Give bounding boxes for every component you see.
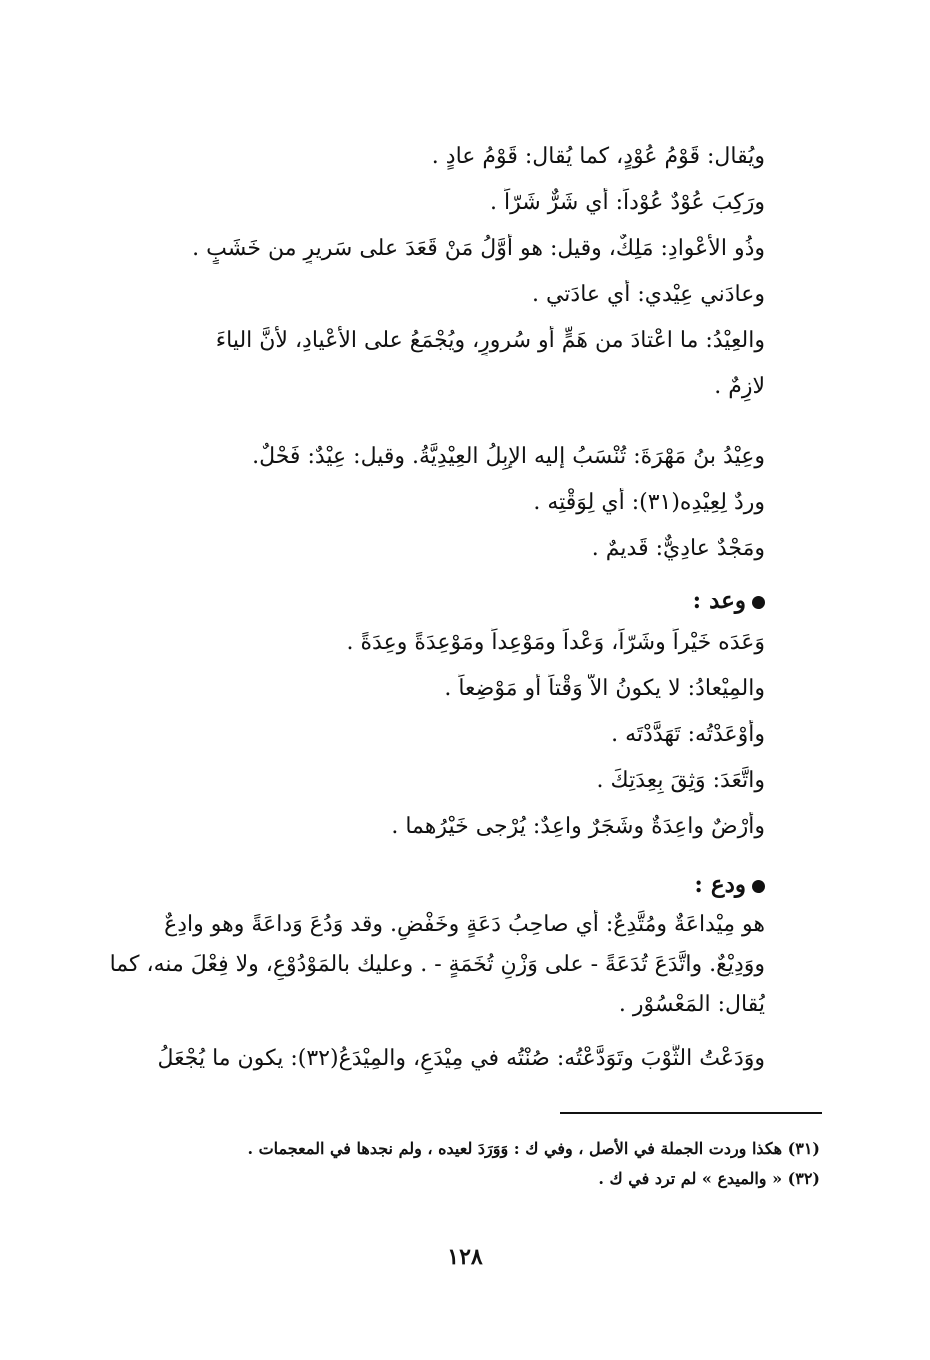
footnote: (٣٢) « والميدع » لم ترد في ك .	[598, 1169, 820, 1188]
entry-line: وأرْضٌ واعِدَةٌ وشَجَرٌ واعِدٌ: يُرْجى خَيْرُهما .	[391, 814, 765, 839]
entry-line: يُقال: المَعْسُوْر .	[618, 992, 765, 1017]
bullet-icon	[752, 880, 765, 893]
entry-line: والعِيْدُ: ما اعْتادَ من هَمٍّ أو سُرورٍ، ويُجْمَعُ على الأعْيادِ، لأنَّ الياءَ	[215, 328, 765, 353]
footnotes	[150, 1134, 820, 1194]
section-heading-text: ودع :	[694, 871, 746, 898]
entry-line: ومَجْدٌ عادِيٌّ: قَديمٌ .	[591, 536, 765, 561]
entry-line: واتَّعَدَ: وَثِقَ بِعِدَتِكَ .	[596, 768, 765, 793]
entry-line: وَعَدَه خَيْراً وشَرّاً، وَعْداً ومَوْعِداً ومَوْعِدَةً وعِدَةً .	[346, 630, 765, 655]
entry-line: وردٌ لِعِيْدِه(٣١): أي لِوَقْتِه .	[533, 490, 765, 515]
entry-line: وأوْعَدْتُه: تَهَدَّدْتَه .	[611, 722, 765, 747]
section-wada	[95, 870, 765, 1074]
section-heading	[95, 870, 765, 900]
entry-line: وعِيْدُ بنُ مَهْرَةَ: تُنْسَبُ إليه الإبِلُ العِيْدِيَّةُ. وقيل: عِيْدٌ: فَحْلٌ.	[252, 444, 765, 469]
section-heading	[95, 586, 765, 616]
entry-line: ووَدِيْعٌ. واتَّدَعَ تُدَعَةً - على وَزْنِ تُخَمَةٍ - . وعليك بالمَوْدُوْعِ، ولا فِعْلَ منه، كما	[109, 952, 765, 977]
section-wad	[95, 586, 765, 842]
entry-line: ويُقال: قَوْمُ عُوْدٍ، كما يُقال: قَوْمُ عادٍ .	[431, 144, 765, 169]
entry-line: وذُو الأَعْوادِ: مَلِكٌ، وقيل: هو أوَّلُ مَنْ قَعَدَ على سَريرٍ من خَشَبٍ .	[192, 236, 765, 261]
entries-aud	[95, 142, 765, 564]
entry-line: لازِمٌ .	[714, 374, 765, 399]
entry-line: ورَكِبَ عُوْدٌ عُوْداً: أي شَرٌّ شَرّاً .	[490, 190, 765, 215]
bullet-icon	[752, 596, 765, 609]
entry-line: هو مِيْداعَةٌ ومُتَّدِعٌ: أي صاحِبُ دَعَةٍ وخَفْضٍ. وقد وَدُعَ وَداعَةً وهو وادِعٌ	[164, 912, 765, 937]
page-number: ١٢٨	[447, 1244, 483, 1270]
footnote: (٣١) هكذا وردت الجملة في الأصل ، وفي ك : وَوَرَدَ لعيده ، ولم نجدها في المعجمات .	[247, 1139, 820, 1158]
entry-line: وعادَني عِيْدي: أي عادَتي .	[531, 282, 765, 307]
footnote-separator	[560, 1112, 822, 1114]
entry-line: والمِيْعادُ: لا يكونُ الاّ وَقْتاً أو مَوْضِعاً .	[444, 676, 765, 701]
entry-line: ووَدَعْتُ الثَّوْبَ وتَوَدَّعْتُه: صُنْتُه في مِيْدَعٍ، والمِيْدَعُ(٣٢): يكون ما يُجْعَلُ	[157, 1046, 765, 1071]
section-heading-text: وعد :	[692, 587, 746, 614]
